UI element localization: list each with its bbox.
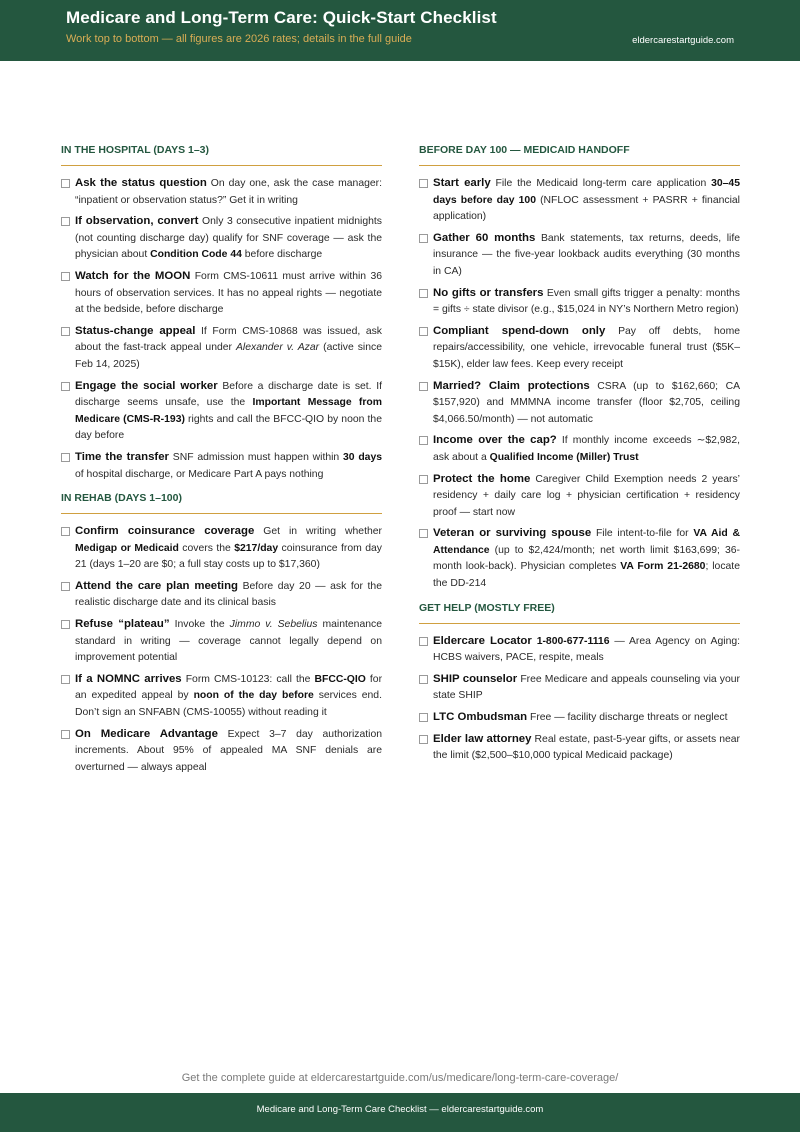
checkbox[interactable] xyxy=(61,272,70,281)
case-name-text: Alexander v. Azar xyxy=(236,342,320,354)
body-text: File the Medicaid long-term care application xyxy=(495,178,712,189)
checkbox[interactable] xyxy=(419,382,428,391)
body-text: Before a discharge date is set. If discharge seems unsafe, use the xyxy=(75,380,383,409)
body-text: SNF admission must happen within xyxy=(172,451,343,463)
body-text: of hospital discharge, or Medicare Part A pays nothing xyxy=(75,468,324,480)
checklist-item xyxy=(61,726,382,777)
checklist-item xyxy=(419,432,740,466)
checklist-item xyxy=(419,671,740,705)
site-name: eldercarestartguide.com xyxy=(632,35,734,46)
checklist-item xyxy=(61,175,382,209)
checklist-item-title: Engage the social worker xyxy=(75,379,218,392)
left-column xyxy=(61,144,382,780)
emphasis-text: 30–45 days before day 100 xyxy=(433,178,740,206)
checklist-item-title: Married? Claim protections xyxy=(433,379,590,392)
emphasis-text: BFCC-QIO xyxy=(314,673,366,685)
body-text: rights and call the BFCC-QIO by noon the day before xyxy=(75,413,382,442)
emphasis-text: 1-800-677-1116 xyxy=(536,635,610,647)
checklist-item-title: On Medicare Advantage xyxy=(75,727,218,740)
emphasis-text: Qualified Income (Miller) Trust xyxy=(489,451,639,463)
checklist-item-title: No gifts or transfers xyxy=(433,286,544,299)
section-heading-hospital: IN THE HOSPITAL (DAYS 1–3) xyxy=(61,144,382,166)
checkbox[interactable] xyxy=(419,675,428,684)
checkbox[interactable] xyxy=(419,289,428,298)
checklist-item-title: Veteran or surviving spouse xyxy=(433,527,592,540)
body-text: Before day 20 — ask for the realistic discharge date and its clinical basis xyxy=(75,580,382,609)
checklist-item-title: Attend the care plan meeting xyxy=(75,579,239,592)
body-text: Invoke the xyxy=(174,619,230,631)
checklist-item-title: Status-change appeal xyxy=(75,324,196,337)
checkbox[interactable] xyxy=(61,675,70,684)
checklist-item xyxy=(419,285,740,319)
checkbox[interactable] xyxy=(419,179,428,188)
checkbox[interactable] xyxy=(61,527,70,536)
body-text: Expect 3–7 day authorization increments. About 95% of appealed MA SNF denials are overturned — always appeal xyxy=(75,728,383,773)
checklist-item xyxy=(419,709,740,727)
checklist-item-body xyxy=(527,712,727,723)
checklist-item-title: If a NOMNC arrives xyxy=(75,672,182,685)
body-text: maintenance standard in writing — coverage cannot legally depend on improvement potential xyxy=(75,619,382,664)
emphasis-text: Important Message from Medicare (CMS-R-193) xyxy=(75,397,382,425)
body-text: for an expedited appeal by xyxy=(75,673,383,702)
body-text: (active since Feb 14, 2025) xyxy=(75,342,382,370)
body-text: On day one, ask the case manager: “inpatient or observation status?” Get it in writing xyxy=(75,178,383,206)
guide-link[interactable]: Get the complete guide at eldercarestartguide.com/us/medicare/long-term-care-coverage/ xyxy=(181,1072,619,1084)
checklist-item-title: Ask the status question xyxy=(75,177,207,189)
emphasis-text: noon of the day before xyxy=(193,690,314,702)
checkbox[interactable] xyxy=(61,179,70,188)
checkbox[interactable] xyxy=(61,327,70,336)
checklist-item-title: Gather 60 months xyxy=(433,231,536,244)
body-text: Bank statements, tax returns, deeds, life insurance — the five-year lookback audits everything (30 months in CA) xyxy=(433,232,740,277)
checklist-item-title: SHIP counselor xyxy=(433,672,518,685)
section-heading-rehab: IN REHAB (DAYS 1–100) xyxy=(61,492,382,514)
checklist-item-title: Income over the cap? xyxy=(433,434,557,447)
emphasis-text: $217/day xyxy=(234,542,279,554)
body-text: If monthly income exceeds ∼$2,982, ask about a xyxy=(433,435,740,463)
checklist-item xyxy=(61,213,382,264)
emphasis-text: VA Aid & Attendance xyxy=(433,528,741,556)
checklist-item-title: Start early xyxy=(433,177,491,189)
emphasis-text: Medigap or Medicaid xyxy=(75,542,179,554)
body-text: Free — facility discharge threats or neglect xyxy=(529,712,728,724)
checkbox[interactable] xyxy=(61,730,70,739)
checklist-item xyxy=(61,268,382,319)
page-subtitle: Work top to bottom — all figures are 2026 rates; details in the full guide xyxy=(66,33,412,45)
section-help xyxy=(419,633,740,765)
body-text: Form CMS-10611 must arrive within 36 hours of observation services. It has no appeal rights — negotiate at the bedside, before discharge xyxy=(75,270,382,316)
checklist-item xyxy=(61,616,382,667)
body-text: Only 3 consecutive inpatient midnights (not counting discharge day) qualify for SNF coverage — ask the physician about xyxy=(75,216,382,261)
checkbox[interactable] xyxy=(419,713,428,722)
body-text: Even small gifts trigger a penalty: months = gifts ÷ state divisor (e.g., $15,024 in NY’s Northern Metro region) xyxy=(433,287,740,316)
emphasis-text: VA Form 21-2680 xyxy=(620,561,706,573)
checkbox[interactable] xyxy=(419,529,428,538)
checklist-item xyxy=(61,323,382,374)
checklist-item xyxy=(419,731,740,765)
checklist-item-title: Refuse “plateau” xyxy=(75,618,170,631)
checklist-item-title: Protect the home xyxy=(433,472,531,485)
checklist-item xyxy=(61,671,382,722)
body-text: Get in writing whether xyxy=(263,526,382,538)
checklist-item-title: Eldercare Locator xyxy=(433,634,532,647)
body-text: Free Medicare and appeals counseling via your state SHIP xyxy=(433,673,740,702)
section-hospital xyxy=(61,175,382,483)
body-text: (NFLOC assessment + PASRR + financial application) xyxy=(433,194,740,223)
checkbox[interactable] xyxy=(419,327,428,336)
body-text: Pay off debts, home repairs/accessibility, one vehicle, irrevocable funeral trust ($5K–$15K), elder law fees. Keep every receipt xyxy=(433,325,741,370)
body-text: Caregiver Child Exemption needs 2 years’ residency + daily care log + physician certification + residency proof — start now xyxy=(433,473,740,518)
body-text: — Area Agency on Aging: HCBS waivers, PACE, respite, meals xyxy=(433,635,741,664)
checklist-item-title: Watch for the MOON xyxy=(75,269,191,282)
right-column xyxy=(419,144,740,769)
page-title: Medicare and Long-Term Care: Quick-Start Checklist xyxy=(66,8,497,27)
checklist-item xyxy=(419,471,740,522)
body-text: services end. Don’t sign an SNFABN (CMS-10055) without reading it xyxy=(75,690,382,719)
body-text: before discharge xyxy=(241,249,323,261)
section-heading-help: GET HELP (MOSTLY FREE) xyxy=(419,602,740,624)
checklist-item xyxy=(419,633,740,667)
checklist-item xyxy=(61,378,382,445)
checklist-item xyxy=(61,578,382,612)
checklist-item xyxy=(419,230,740,281)
checkbox[interactable] xyxy=(61,582,70,591)
checklist-item-title: Compliant spend-down only xyxy=(433,324,606,337)
checklist-item-title: LTC Ombudsman xyxy=(433,711,528,724)
body-text: Form CMS-10123: call the xyxy=(185,673,315,685)
checkbox[interactable] xyxy=(61,620,70,629)
checkbox[interactable] xyxy=(419,475,428,484)
body-text: Real estate, past-5-year gifts, or assets near the limit ($2,500–$10,000 typical Medicaid package) xyxy=(433,733,740,762)
body-text: covers the xyxy=(178,542,235,554)
body-text: CSRA (up to $162,660; CA $157,920) and MMMNA income transfer (floor $2,705, ceiling $4,066.50/month) — not automatic xyxy=(433,380,741,425)
body-text: coinsurance from day 21 (days 1–20 are $0; a full stay costs up to $17,360) xyxy=(75,542,382,571)
checklist-item xyxy=(419,525,740,592)
checkbox[interactable] xyxy=(419,637,428,646)
emphasis-text: 30 days xyxy=(342,451,383,463)
checklist-item-title: Elder law attorney xyxy=(433,732,532,745)
section-medicaid xyxy=(419,175,740,593)
checkbox[interactable] xyxy=(61,382,70,391)
checkbox[interactable] xyxy=(419,436,428,445)
body-text: (up to $2,424/month; net worth limit $163,699; 36-month look-back). Physician completes xyxy=(433,544,740,573)
checklist-item-title: If observation, convert xyxy=(75,215,199,228)
checklist-item xyxy=(61,449,382,483)
checklist-item-title: Time the transfer xyxy=(75,450,169,463)
checkbox[interactable] xyxy=(419,234,428,243)
checkbox[interactable] xyxy=(419,735,428,744)
header-banner xyxy=(0,0,800,61)
checklist-item xyxy=(419,175,740,226)
checklist-item xyxy=(419,378,740,429)
checklist-item xyxy=(61,523,382,574)
body-text: If Form CMS-10868 was issued, ask about the fast-track appeal under xyxy=(75,325,382,354)
body-text: File intent-to-file for xyxy=(595,528,694,540)
body-text: ; locate the DD-214 xyxy=(433,561,740,590)
checklist-item-title: Confirm coinsurance coverage xyxy=(75,525,255,538)
case-name-text: Jimmo v. Sebelius xyxy=(229,619,318,631)
section-rehab xyxy=(61,523,382,776)
checklist-item xyxy=(419,323,740,374)
emphasis-text: Condition Code 44 xyxy=(150,249,242,261)
footer-banner: Medicare and Long-Term Care Checklist — eldercarestartguide.com xyxy=(0,1093,800,1132)
checkbox[interactable] xyxy=(61,217,70,226)
section-heading-medicaid: BEFORE DAY 100 — MEDICAID HANDOFF xyxy=(419,144,740,166)
checkbox[interactable] xyxy=(61,453,70,462)
